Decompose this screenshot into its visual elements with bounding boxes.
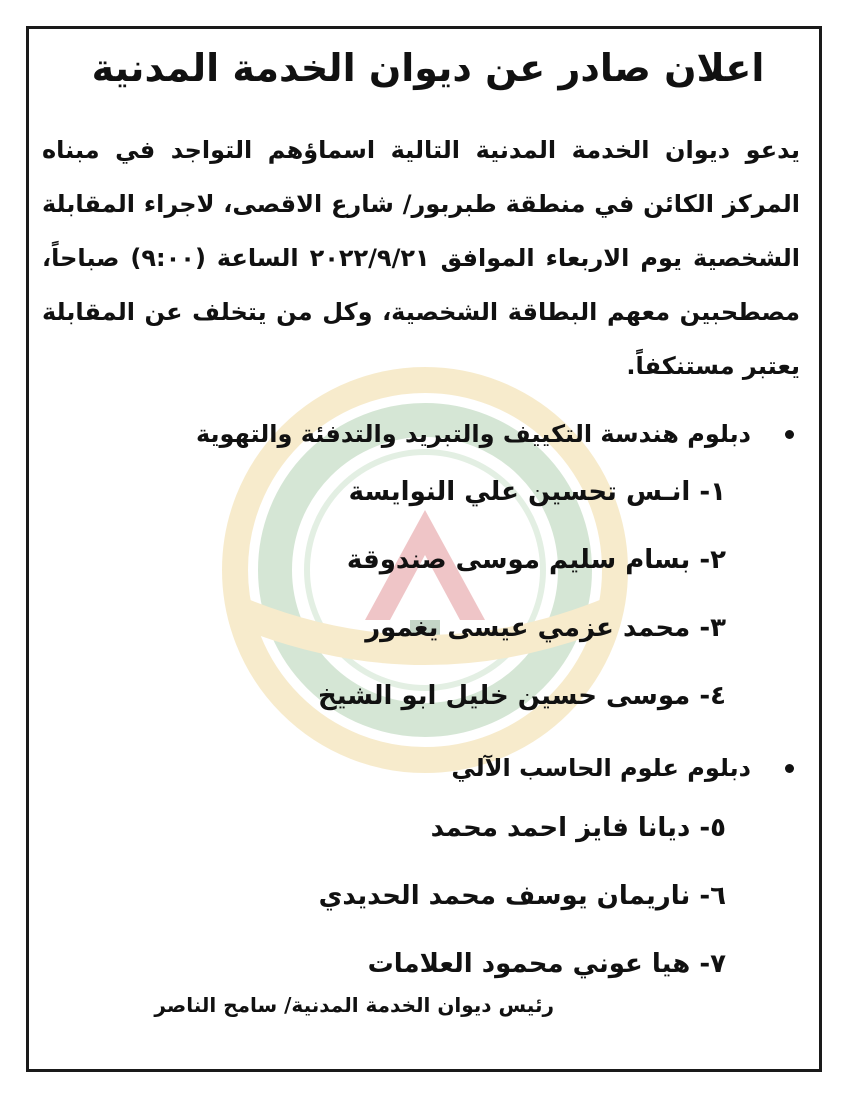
candidate-name: ٥- ديانا فايز احمد محمد <box>430 813 726 843</box>
bullet-icon <box>785 764 794 773</box>
candidate-name: ٣- محمد عزمي عيسى يغمور <box>365 613 726 643</box>
signature-line: رئيس ديوان الخدمة المدنية/ سامح الناصر <box>154 993 554 1017</box>
candidate-name: ٧- هيا عوني محمود العلامات <box>367 949 726 979</box>
announcement-body: يدعو ديوان الخدمة المدنية التالية اسماؤهم التواجد في مبناه المركز الكائن في منطقة طبربور/ شارع الاقصى، لاجراء المقابلة الشخصية يوم الاربعاء الموافق ٢٠٢٢/٩/٢١ الساعة (٩:٠٠) صباحاً، مصطحبين معهم البطاقة الشخصية، وكل من يتخلف عن المقابلة يعتبر مستنكفاً. <box>42 136 800 380</box>
candidate-name: ١- انـس تحسين علي النوايسة <box>348 477 726 507</box>
candidate-name: ٢- بسام سليم موسى صندوقة <box>346 545 726 575</box>
section-computer-diploma <box>451 748 794 788</box>
candidate-name: ٤- موسى حسين خليل ابو الشيخ <box>317 681 726 711</box>
bullet-icon <box>785 430 794 439</box>
candidate-name: ٦- ناريمان يوسف محمد الحديدي <box>318 881 726 911</box>
section-heading: دبلوم هندسة التكييف والتبريد والتدفئة والتهوية <box>195 420 751 448</box>
section-hvac-diploma <box>196 414 794 454</box>
section-heading: دبلوم علوم الحاسب الآلي <box>451 754 751 782</box>
announcement-title: اعلان صادر عن ديوان الخدمة المدنية <box>91 46 765 90</box>
